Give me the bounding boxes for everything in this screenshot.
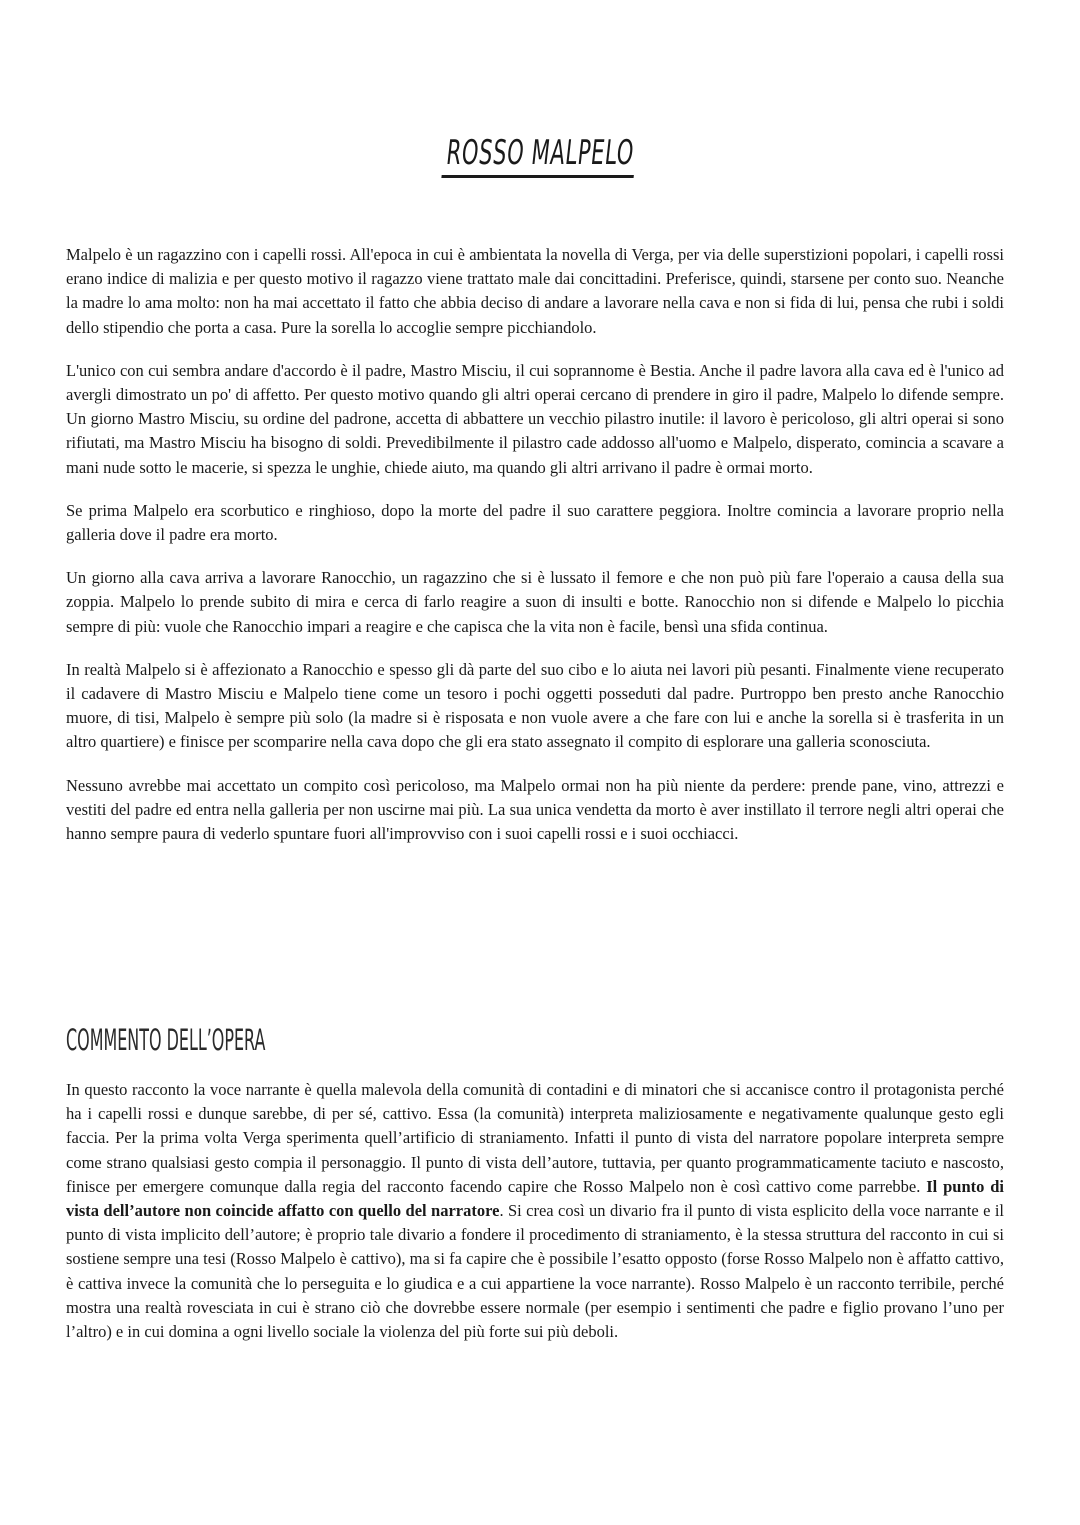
- commentary-bold-statement: Il punto di vista dell’autore non coincide affatto con quello del narratore: [66, 1176, 1004, 1221]
- summary-paragraph: Un giorno alla cava arriva a lavorare Ranocchio, un ragazzino che si è lussato il femore e che non può più fare l'operaio a causa della sua zoppia. Malpelo lo prende subito di mira e cerca di farlo reagire a suon di insulti e botte. Ranocchio non si difende e Malpelo lo picchia sempre di più: vuole che Ranocchio impari a reagire e che capisca che la vita non è facile, bensì una sfida continua.: [66, 568, 1004, 636]
- summary-paragraph: L'unico con cui sembra andare d'accordo è il padre, Mastro Misciu, il cui soprannome è Bestia. Anche il padre lavora alla cava ed è l'unico ad avergli dimostrato un po' di affetto. Per questo motivo quando gli altri operai cercano di prendere in giro il padre, Malpelo lo difende sempre. Un giorno Mastro Misciu, su ordine del padrone, accetta di abbattere un vecchio pilastro inutile: il lavoro è pericoloso, gli altri operai si sono rifiutati, ma Mastro Misciu ha bisogno di soldi. Prevedibilmente il pilastro cade addosso all'uomo e Malpelo, disperato, comincia a scavare a mani nude sotto le macerie, si spezza le unghie, chiede aiuto, ma quando gli altri arrivano il padre è ormai morto.: [66, 360, 1004, 477]
- summary-paragraph: Nessuno avrebbe mai accettato un compito così pericoloso, ma Malpelo ormai non ha più niente da perdere: prende pane, vino, attrezzi e vestiti del padre ed entra nella galleria per non uscirne mai più. La sua unica vendetta da morto è aver instillato il terrore negli altri operai che hanno sempre paura di vederlo spuntare fuori all'improvviso con i suoi capelli rossi e i suoi occhiacci.: [66, 775, 1004, 844]
- commentary-text-after: . Si crea così un divario fra il punto di vista esplicito della voce narrante e il punto di vista implicito dell’autore; è proprio tale divario a fondere il procedimento di straniamento, è la stessa struttura del racconto in cui si sostiene sempre una tesi (Rosso Malpelo è cattivo), ma si fa capire che è possibile l’esatto opposto (forse Rosso Malpelo non è affatto cattivo, è cattiva invece la comunità che lo perseguita e lo giudica e a cui appartiene la voce narrante). Rosso Malpelo è un racconto terribile, perché mostra una realtà rovesciata in cui è strano ciò che dovrebbe essere normale (per esempio i sentimenti che padre e figlio provano l’uno per l’altro) e in cui domina a ogni livello sociale la violenza del più forte sui più deboli.: [66, 1201, 1004, 1342]
- page-title: [0, 128, 1080, 178]
- commentary-heading: [66, 1020, 429, 1060]
- page-title-text: ROSSO MALPELO: [441, 131, 638, 178]
- summary-section: [66, 243, 1004, 865]
- commentary-heading-text: COMMENTO DELL’OPERA: [66, 1023, 266, 1057]
- commentary-text-before: In questo racconto la voce narrante è quella malevola della comunità di contadini e di minatori che si accanisce contro il protagonista perché ha i capelli rossi e dunque sarebbe, di per sé, cattivo. Essa (la comunità) interpreta maliziosamente e negativamente qualunque gesto egli faccia. Per la prima volta Verga sperimenta quell’artificio di straniamento. Infatti il punto di vista del narratore popolare interpreta sempre come strano qualsiasi gesto compia il personaggio. Il punto di vista dell’autore, tuttavia, per quanto programmaticamente taciuto e nascosto, finisce per emergere comunque dalla regia del racconto facendo capire che Rosso Malpelo non è così cattivo come parrebbe.: [66, 1080, 1004, 1196]
- commentary-section: [66, 1078, 1004, 1363]
- summary-paragraph: In realtà Malpelo si è affezionato a Ranocchio e spesso gli dà parte del suo cibo e lo aiuta nei lavori più pesanti. Finalmente viene recuperato il cadavere di Mastro Misciu e Malpelo tiene come un tesoro i pochi oggetti posseduti dal padre. Purtroppo ben presto anche Ranocchio muore, di tisi, Malpelo è sempre più solo (la madre si è risposata e non vuole avere a che fare con lui e anche la sorella si è trasferita in un altro quartiere) e finisce per scomparire nella cava dopo che gli era stato assegnato il compito di esplorare una galleria sconosciuta.: [66, 659, 1004, 752]
- commentary-paragraph: [66, 1078, 1004, 1344]
- summary-paragraph: Malpelo è un ragazzino con i capelli rossi. All'epoca in cui è ambientata la novella di Verga, per via delle superstizioni popolari, i capelli rossi erano indice di malizia e per questo motivo il ragazzo viene trattato male dai concittadini. Preferisce, quindi, starsene per conto suo. Neanche la madre lo ama molto: non ha mai accettato il fatto che abbia deciso di andare a lavorare nella cava e non si fida di lui, pensa che rubi i soldi dello stipendio che porta a casa. Pure la sorella lo accoglie sempre picchiandolo.: [66, 245, 1004, 337]
- summary-paragraph: Se prima Malpelo era scorbutico e ringhioso, dopo la morte del padre il suo carattere peggiora. Inoltre comincia a lavorare proprio nella galleria dove il padre era morto.: [66, 500, 1004, 545]
